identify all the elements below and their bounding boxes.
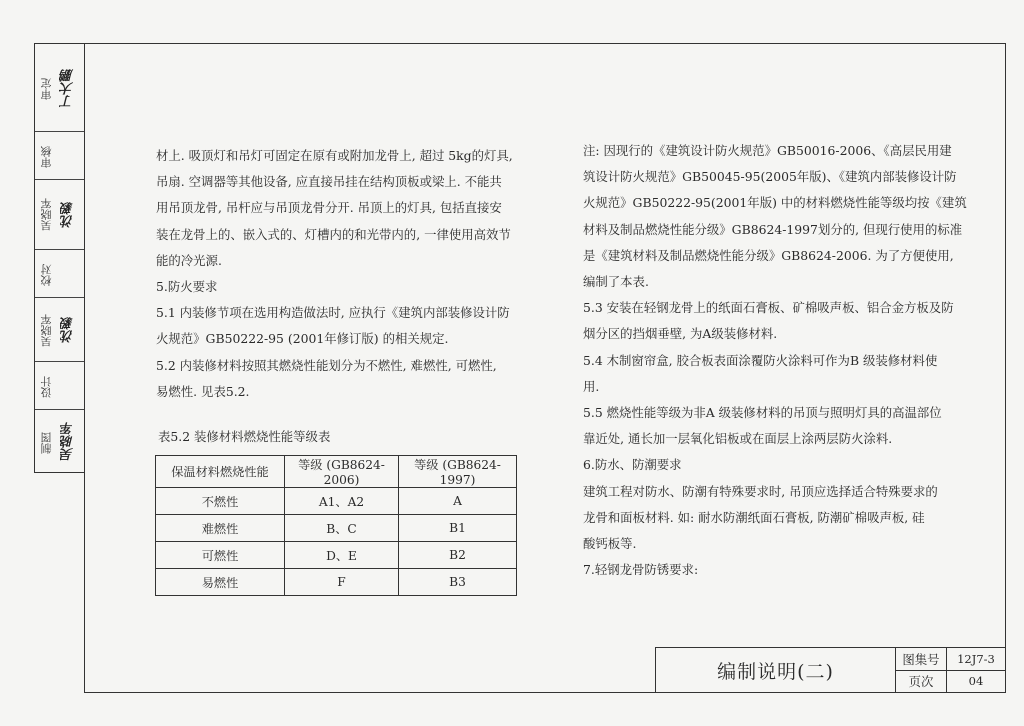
atlas-value: 12J7-3 [957, 652, 995, 666]
signature-role: 吴晓军 [40, 198, 53, 232]
table-cell: A1、A2 [285, 488, 399, 515]
table-cell: A [399, 488, 517, 515]
title-block [655, 647, 1006, 693]
text-line: 编制了本表. [583, 274, 649, 290]
title-block-grid [896, 648, 1005, 692]
text-line: 5.3 安装在轻钢龙骨上的纸面石膏板、矿棉吸声板、铝合金方板及防 [583, 300, 954, 316]
table-header: 等级 (GB8624-2006) [285, 456, 399, 488]
table-cell: 难燃性 [156, 515, 285, 542]
table-row [156, 542, 517, 569]
signature-cell [35, 132, 84, 180]
text-line: 装在龙骨上的、嵌入式的、灯槽内的和光带内的, 一律使用高效节 [156, 226, 511, 242]
text-line: 用吊顶龙骨, 吊杆应与吊顶龙骨分开. 吊顶上的灯具, 包括直接安 [156, 200, 502, 216]
section-heading: 6.防水、防潮要求 [583, 457, 682, 473]
text-line: 材料及制品燃烧性能分级》GB8624-1997划分的, 但现行使用的标准 [583, 221, 963, 237]
text-line: 火规范》GB50222-95 (2001年修订版) 的相关规定. [156, 331, 449, 347]
signature-cell [35, 410, 84, 474]
atlas-row [896, 648, 1005, 671]
table-header: 等级 (GB8624-1997) [399, 456, 517, 488]
text-line: 5.4 木制窗帘盒, 胶合板表面涂覆防火涂料可作为B 级装修材料使 [583, 352, 938, 368]
table-cell: 不燃性 [156, 488, 285, 515]
drawing-title: 编制说明(二) [656, 648, 896, 692]
table-row [156, 488, 517, 515]
section-heading: 7.轻钢龙骨防锈要求: [583, 562, 699, 578]
signature-cell [35, 180, 84, 250]
text-line: 烟分区的挡烟垂壁, 为A级装修材料. [583, 326, 778, 342]
table-cell: 易燃性 [156, 569, 285, 596]
signature-role: 吴晓军 [40, 314, 53, 348]
signature-cell [35, 362, 84, 410]
signature-role: 审核 [40, 146, 53, 168]
table-cell: B、C [285, 515, 399, 542]
fire-grade-table [155, 455, 517, 596]
signature-cell [35, 298, 84, 362]
text-line: 5.1 内装修节项在选用构造做法时, 应执行《建筑内部装修设计防 [156, 305, 510, 321]
table-header: 保温材料燃烧性能 [156, 456, 285, 488]
text-line: 筑设计防火规范》GB50045-95(2005年版)、《建筑内部装修设计防 [583, 169, 957, 185]
text-line: 注: 因现行的《建筑设计防火规范》GB50016-2006、《高层民用建 [583, 143, 952, 158]
text-line: 5.5 燃烧性能等级为非A 级装修材料的吊顶与照明灯具的高温部位 [583, 405, 942, 421]
signature-name [59, 136, 81, 176]
page-label: 页次 [896, 670, 947, 692]
table-cell: B3 [399, 569, 517, 596]
signature-role: 设计 [40, 376, 53, 398]
table-caption: 表5.2 装修材料燃烧性能等级表 [158, 429, 331, 444]
table-header-row [156, 456, 517, 488]
text-line: 材上. 吸顶灯和吊灯可固定在原有或附加龙骨上, 超过 5kg的灯具, [156, 148, 513, 163]
section-heading: 5.防火要求 [156, 279, 218, 295]
table-cell: 可燃性 [156, 542, 285, 569]
text-line: 酸钙板等. [583, 536, 637, 552]
signature-role: 制图 [40, 432, 53, 454]
signature-cell [35, 44, 84, 132]
text-line: 能的冷光源. [156, 252, 222, 268]
atlas-label: 图集号 [896, 648, 947, 670]
text-line: 用. [583, 378, 600, 394]
text-line: 龙骨和面板材料. 如: 耐水防潮纸面石膏板, 防潮矿棉吸声板, 硅 [583, 509, 925, 525]
table-cell: D、E [285, 542, 399, 569]
signature-name: 沈毅 [61, 202, 76, 228]
page-row [896, 670, 1005, 692]
text-line: 是《建筑材料及制品燃烧性能分级》GB8624-2006. 为了方便使用, [583, 247, 954, 263]
text-line: 靠近处, 通长加一层氧化铝板或在面层上涂两层防火涂料. [583, 431, 893, 447]
left-text-column [156, 143, 516, 405]
page-value: 04 [968, 674, 984, 688]
table-row [156, 515, 517, 542]
text-line: 吊扇. 空调器等其他设备, 应直接吊挂在结构顶板或梁上. 不能共 [156, 174, 502, 190]
signature-name: 丁大鹏 [61, 69, 76, 109]
signature-cell [35, 250, 84, 298]
table-row [156, 569, 517, 596]
signature-name: 吴晓军 [61, 422, 76, 462]
signature-strip [34, 43, 84, 473]
text-line: 火规范》GB50222-95(2001年版) 中的材料燃烧性能等级均按《建筑 [583, 195, 967, 211]
table-cell: B1 [399, 515, 517, 542]
right-text-column [583, 138, 967, 583]
text-line: 建筑工程对防水、防潮有特殊要求时, 吊顶应选择适合特殊要求的 [583, 483, 938, 499]
text-line: 易燃性. 见表5.2. [156, 383, 250, 399]
signature-role: 校对 [40, 264, 53, 286]
signature-name: 沈毅 [61, 317, 76, 343]
signature-role: 审定 [40, 78, 53, 100]
text-line: 5.2 内装修材料按照其燃烧性能划分为不燃性, 难燃性, 可燃性, [156, 357, 497, 373]
table-cell: B2 [399, 542, 517, 569]
table-cell: F [285, 569, 399, 596]
